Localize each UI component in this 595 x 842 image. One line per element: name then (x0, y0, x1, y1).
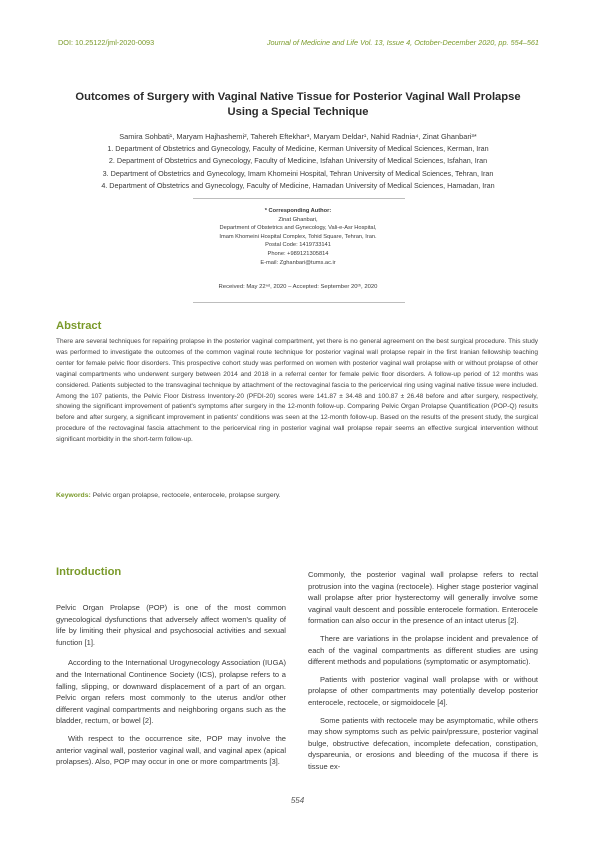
title-line-1: Outcomes of Surgery with Vaginal Native Tissue for Posterior Vaginal Wall Prolapse (75, 91, 521, 103)
abstract-text: There are several techniques for repairing prolapse in the posterior vaginal compartment, yet there is no general agreement on the best surgical procedure. This study was performed to investigate the outcomes of the common vaginal route technique for posterior vaginal wall prolapse repair in the first Iranian fellowship teaching center for female pelvic floor disorders. This prospective cohort study was performed on women with posterior vaginal wall prolapse with or without prolapse of other vaginal compartments who underwent surgery between 2014 and 2018 in a referral center for female pelvic floor disorders. A follow-up period of 12 months was considered. Patients subjected to the transvaginal technique by attachment of the rectovaginal fascia to the pericervical ring using vaginal native tissue were included. Among the 107 patients, the Pelvic Floor Distress Inventory-20 (PFDI-20) scores were 141.87 ± 34.48 and 100.87 ± 26.48 before and after surgery, respectively, showing the significant improvement of patient's symptoms after surgery in the 12-month follow-up. Comparing Pelvic Organ Prolapse Quantification (POP-Q) results before and after surgery, a significant improvement in patients' conditions was seen at the 12-month follow-up. Based on the results of the present study, the surgical procedure of the rectovaginal fascia attachment to the pericervical ring in posterior vaginal wall prolapse repair seems an effective surgical intervention without significant morbidity in the short-term follow-up. (56, 338, 538, 444)
corresponding-phone: Phone: +989121305814 (267, 250, 329, 257)
received-dates: Received: May 22ⁿᵈ, 2020 – Accepted: September 20ᵗʰ, 2020 (218, 284, 378, 290)
doi-header: DOI: 10.25122/jml-2020-0093 (58, 38, 155, 47)
corresponding-dept: Department of Obstetrics and Gynecology, Vali-e-Asr Hospital, (219, 225, 377, 232)
intro-paragraph: According to the International Urogynecology Association (IUGA) and the International Continence Society (ICS), prolapse refers to a falling, slipping, or downward displacement of a part of an organ. Pelvic organ refers most commonly to the uterus and/or other different vaginal compartments and neighboring organs such as the bladder, rectum, or bowel [2]. (56, 658, 286, 726)
page-number: 554 (290, 796, 305, 805)
corresponding-address: Imam Khomeini Hospital Complex, Tohid Square, Tehran, Iran. (219, 233, 377, 240)
introduction-heading: Introduction (56, 566, 122, 578)
intro-paragraph: With respect to the occurrence site, POP may involve the anterior vaginal wall, posterior vaginal wall, and vaginal apex (apical prolapses). Also, POP may occur in one or more compartments [3]. (56, 733, 286, 767)
title-line-2: Using a Special Technique (227, 106, 369, 118)
intro-paragraph: Commonly, the posterior vaginal wall prolapse refers to rectal protrusion into the vagina (rectocele). Higher stage posterior vaginal wall prolapse after prior hysterectomy will generally involve some vaginal vault descent and possible enterocele formation. Enterocele formation can also occur in the presence of an intact uterus [2]. (308, 570, 538, 626)
divider-bottom (193, 302, 405, 303)
corresponding-postal: Postal Code: 1419733141 (265, 242, 331, 249)
article-title (58, 90, 538, 120)
intro-paragraph: There are variations in the prolapse incident and prevalence of each of the vaginal compartments as different studies are using different methods and populations (symptomatic or asymptomatic). (308, 633, 538, 667)
corresponding-name: Zinat Ghanbari, (278, 216, 318, 223)
intro-paragraph: Pelvic Organ Prolapse (POP) is one of the most common gynecological dysfunctions that adversely affect women's quality of life by limiting their physical and psychosocial activities and sexual function [1]. (56, 603, 286, 647)
divider-top (193, 198, 405, 199)
affiliation-2: 2. Department of Obstetrics and Gynecology, Faculty of Medicine, Isfahan University of Medical Sciences, Isfahan, Iran (108, 156, 488, 166)
affiliations (58, 143, 538, 192)
author-list: Samira Sohbati¹, Maryam Hajhashemi², Tahereh Eftekhar³, Maryam Deldar¹, Nahid Radnia⁴, Zinat Ghanbari³* (119, 132, 477, 141)
corresponding-email[interactable]: E-mail: Zghanbari@tums.ac.ir (260, 259, 336, 266)
journal-header: Journal of Medicine and Life Vol. 13, Issue 4, October-December 2020, pp. 554–561 (266, 38, 539, 47)
affiliation-3: 3. Department of Obstetrics and Gynecology, Imam Khomeini Hospital, Tehran University of Medical Sciences, Tehran, Iran (102, 168, 494, 178)
intro-column-right (308, 569, 538, 773)
intro-paragraph: Some patients with rectocele may be asymptomatic, while others may show symptoms such as pelvic pain/pressure, posterior vaginal bulge, obstructive defecation, incomplete defecation, constipation, dyspareunia, or erosions and bleeding of the mucosa if there is tissue ex- (308, 715, 538, 771)
intro-column-left (56, 602, 286, 768)
affiliation-4: 4. Department of Obstetrics and Gynecology, Faculty of Medicine, Hamadan University of Medical Sciences, Hamadan, Iran (101, 180, 495, 190)
abstract-heading: Abstract (56, 320, 102, 332)
keywords-label: Keywords: (56, 492, 91, 499)
corresponding-author (58, 207, 538, 267)
keywords-text: Pelvic organ prolapse, rectocele, enterocele, prolapse surgery. (90, 492, 281, 499)
keywords (56, 492, 538, 499)
corresponding-heading: * Corresponding Author: (264, 208, 332, 214)
intro-paragraph: Patients with posterior vaginal wall prolapse with or without prolapse of other compartments may potentially develop posterior enterocele, rectocele, or sigmoidocele [4]. (308, 674, 538, 707)
affiliation-1: 1. Department of Obstetrics and Gynecology, Faculty of Medicine, Kerman University of Medical Sciences, Kerman, Iran (107, 144, 489, 153)
